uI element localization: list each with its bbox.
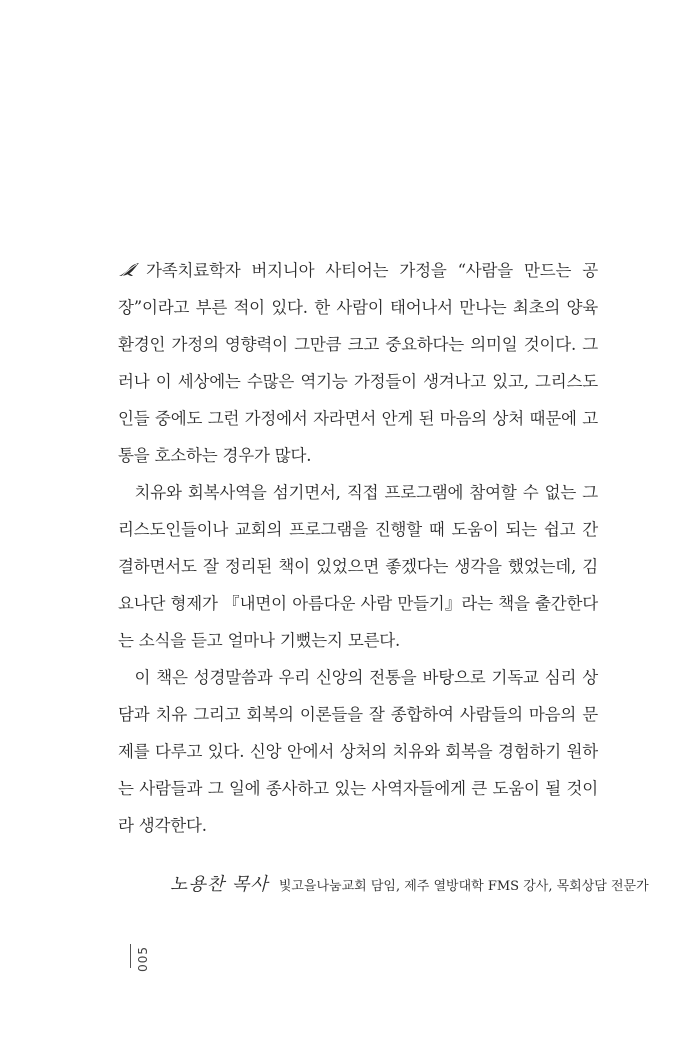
author-title: 빛고을나눔교회 담임, 제주 열방대학 FMS 강사, 목회상담 전문가	[278, 879, 649, 894]
author-name: 노용찬 목사	[170, 874, 269, 895]
preface-text	[118, 252, 598, 844]
paragraph-3: 이 책은 성경말씀과 우리 신앙의 전통을 바탕으로 기독교 심리 상담과 치유 그리고 회복의 이론들을 잘 종합하여 사람들의 마음의 문제를 다루고 있다. 신앙 안에서 상처의 치유와 회복을 경험하기 원하는 사람들과 그 일에 종사하고 있는 사역자들에게 큰 도움이 될 것이라 생각한다.	[118, 668, 598, 835]
page-number	[130, 944, 150, 970]
paragraph-2: 치유와 회복사역을 섬기면서, 직접 프로그램에 참여할 수 없는 그리스도인들이나 교회의 프로그램을 진행할 때 도움이 되는 쉽고 간결하면서도 잘 정리된 책이 있었으면 좋겠다는 생각을 했었는데, 김요나단 형제가 『내면이 아름다운 사람 만들기』라는 책을 출간한다는 소식을 듣고 얼마나 기뻤는지 모른다.	[118, 483, 598, 650]
paragraph-1: 가족치료학자 버지니아 사티어는 가정을 “사람을 만드는 공장”이라고 부른 적이 있다. 한 사람이 태어나서 만나는 최초의 양육환경인 가정의 영향력이 그만큼 크고 중요하다는 의미일 것이다. 그러나 이 세상에는 수많은 역기능 가정들이 생겨나고 있고, 그리스도인들 중에도 그런 가정에서 자라면서 안게 된 마음의 상처 때문에 고통을 호소하는 경우가 많다.	[118, 261, 598, 465]
leaf-ornament-icon	[118, 261, 140, 279]
page-number-divider	[130, 944, 131, 968]
page-number-text: 005	[136, 946, 150, 972]
author-signature	[170, 870, 649, 896]
